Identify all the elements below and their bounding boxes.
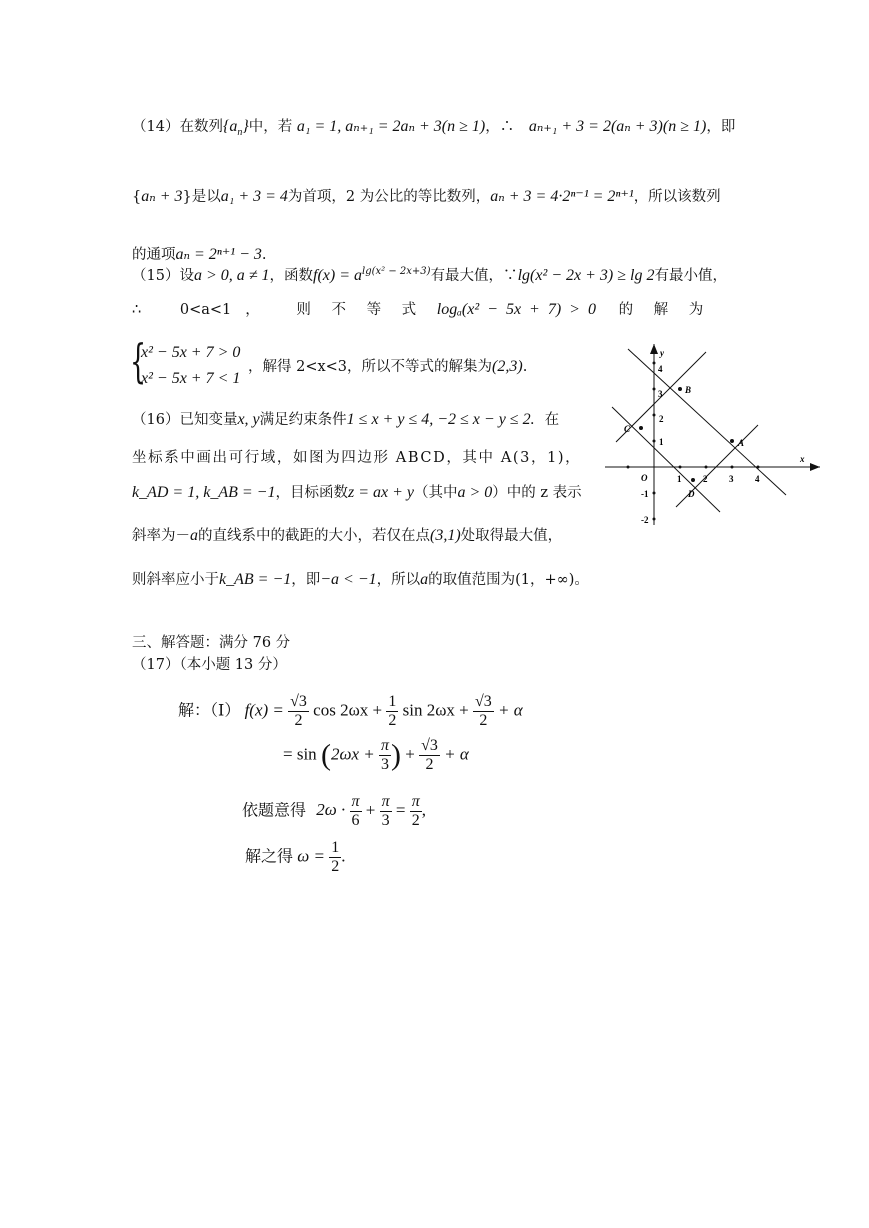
p15-line-1: （15）设a > 0, a ≠ 1，函数$f(x) = a^{lg(x^2 - 2x+3)}$有最大值，∵lg(x² − 2x + 3) ≥ lg 2有最小值，: [132, 266, 727, 284]
sol-line-1: 解：（Ⅰ） f(x) = $\frac{√3}{2}$ cos 2ωx + $\frac{1}{2}$ sin 2ωx + $\frac{√3}{2}$ + α: [178, 693, 523, 729]
y-tick-neg2: -2: [641, 515, 649, 525]
line-x-plus-y-1: [612, 407, 720, 512]
y-tick-4: 4: [658, 364, 663, 374]
y-tick-3: 3: [658, 389, 663, 399]
point-D-label: D: [688, 489, 695, 499]
p14-line-3: 的通项aₙ = 2ⁿ⁺¹ − 3.: [132, 246, 267, 263]
x-tick-3: 3: [729, 474, 734, 484]
p15-line-3: ，解得 2<x<3，所以不等式的解集为(2,3).: [248, 358, 528, 375]
sol-line-4: 解之得 ω = $\frac{1}{2}$ .: [245, 839, 346, 875]
y-tick-neg1: -1: [641, 489, 649, 499]
y-label: y: [660, 348, 664, 358]
section-title: 三、解答题：满分 76 分: [132, 635, 291, 651]
sol-line-2: = sin (2ωx + $\frac{\pi}{3}$ ) + $\frac{√3}{2}$ + α: [283, 737, 469, 773]
y-axis-arrow: [650, 344, 658, 354]
y-tick-1: 1: [659, 437, 664, 447]
point-C-label: C: [624, 424, 631, 434]
system-brace: {: [130, 334, 147, 388]
problem-17-header: （17）（本小题 13 分）: [132, 657, 287, 673]
x-label: x: [800, 454, 805, 464]
p16-line-4: 斜率为－a的直线系中的截距的大小，若仅在点(3,1)处取得最大值，: [132, 527, 563, 544]
p16-line-2: 坐标系中画出可行域，如图为四边形 ABCD，其中 A(3，1)，: [132, 450, 582, 466]
point-A-label: A: [738, 438, 745, 448]
origin-label: O: [641, 473, 648, 483]
point-B-label: B: [685, 385, 692, 395]
x-tick-4: 4: [755, 474, 760, 484]
p14-line-2: {aₙ + 3}是以a₁ + 3 = 4为首项，2 为公比的等比数列，aₙ + 3 = 4·2ⁿ⁻¹ = 2ⁿ⁺¹，所以该数列: [132, 188, 721, 205]
x-tick-1: 1: [677, 474, 682, 484]
transformed-recurrence: aₙ₊₁ + 3 = 2(aₙ + 3)(n ≥ 1): [528, 118, 707, 135]
seq-an: $\{a_n\}$: [222, 118, 249, 139]
x-axis-arrow: [810, 463, 820, 471]
system-line-2: x² − 5x + 7 < 1: [141, 370, 241, 387]
p16-line-1: （16）已知变量x, y满足约束条件1 ≤ x + y ≤ 4, −2 ≤ x − y ≤ 2. 在: [132, 411, 560, 428]
p14-line-1: （14）在数列$\{a_n\}$中，若 a₁ = 1, aₙ₊₁ = 2aₙ + 3(n ≥ 1)，∴ aₙ₊₁ + 3 = 2(aₙ + 3)(n ≥ 1)，即: [132, 118, 736, 139]
p16-line-3: k_AD = 1, k_AB = −1，目标函数z = ax + y（其中a > 0）中的 z 表示: [132, 484, 582, 501]
sol-line-3: 依题意得 2ω · $\frac{\pi}{6}$ + $\frac{\pi}{3}$ = $\frac{\pi}{2}$ ,: [242, 793, 427, 829]
p15-line-2: ∴ 0<a<1 ， 则 不 等 式 logₐ(x² − 5x + 7) > 0 的 解 为: [132, 301, 710, 318]
feasible-region-graph: [600, 340, 825, 530]
y-tick-2: 2: [659, 414, 664, 424]
p16-line-5: 则斜率应小于k_AB = −1，即−a < −1，所以a的取值范围为(1，+∞)。: [132, 571, 589, 588]
system-line-1: x² − 5x + 7 > 0: [141, 344, 241, 361]
recurrence: a₁ = 1, aₙ₊₁ = 2aₙ + 3(n ≥ 1): [296, 118, 486, 135]
x-tick-2: 2: [703, 474, 708, 484]
